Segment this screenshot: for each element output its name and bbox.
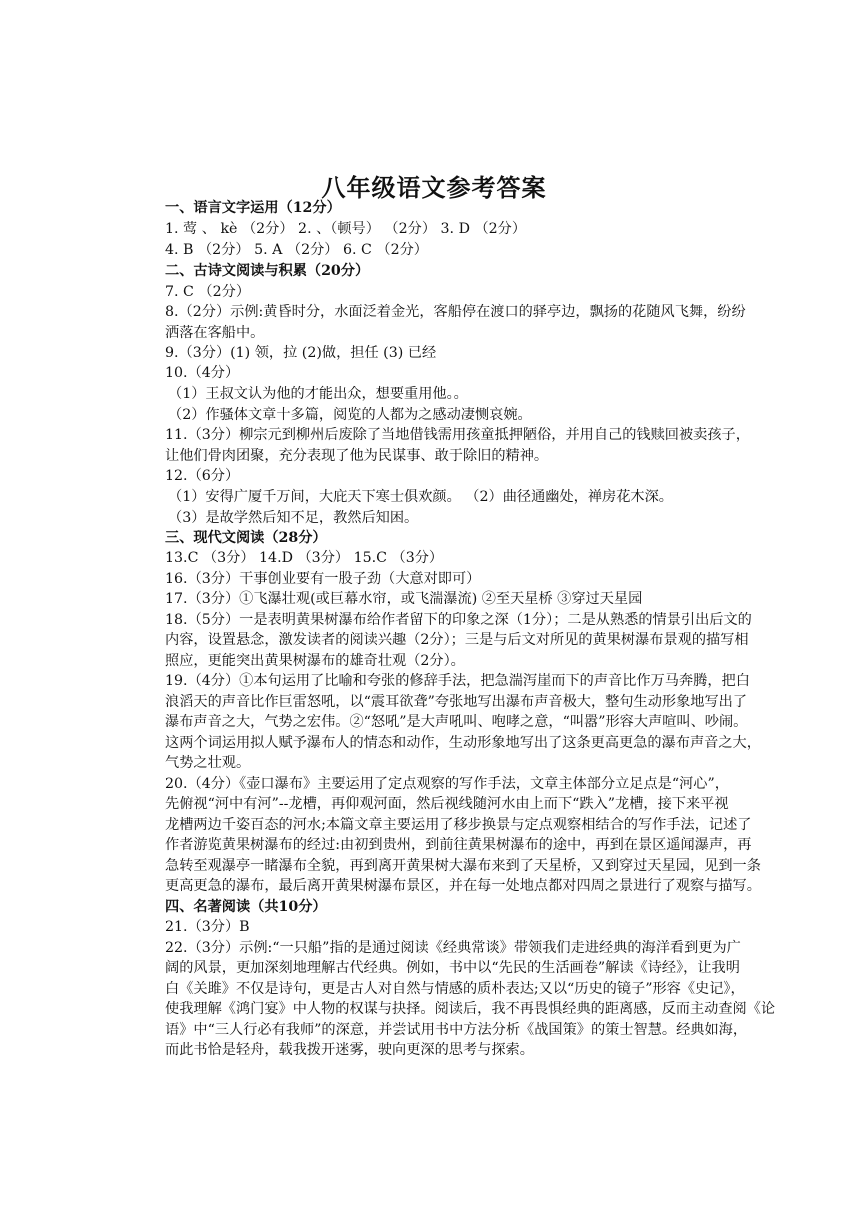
answer-line: 白《关雎》不仅是诗句，更是古人对自然与情感的质朴表达;又以“历史的镜子”形容《史记》， bbox=[165, 981, 745, 997]
answer-line: 11.（3分）柳宗元到柳州后废除了当地借钱需用孩童抵押陋俗，并用自己的钱赎回被卖孩子， bbox=[165, 427, 750, 443]
section-heading-4: 四、名著阅读（共10分） bbox=[165, 899, 327, 915]
answer-line: 9.（3分）(1) 领，拉 (2)做，担任 (3) 已经 bbox=[165, 345, 437, 361]
answer-line: 内容，设置悬念，激发读者的阅读兴趣（2分）；三是与后文对所见的黄果树瀑布景观的描写相 bbox=[165, 632, 749, 648]
answer-line: 这两个词运用拟人赋予瀑布人的情态和动作，生动形象地写出了这条更高更急的瀑布声音之大， bbox=[165, 735, 761, 751]
answer-line: 让他们骨肉团聚，充分表现了他为民谋事、敢于除旧的精神。 bbox=[165, 448, 549, 464]
answer-line: 先俯视“河中有河”--龙槽，再仰观河面，然后视线随河水由上而下“跌入”龙槽，接下来平视 bbox=[165, 796, 729, 812]
answer-line: 19.（4分）①本句运用了比喻和夸张的修辞手法，把急湍泻崖而下的声音比作万马奔腾，把白 bbox=[165, 673, 750, 689]
answer-line: 17.（3分）①飞瀑壮观(或巨幕水帘，或飞湍瀑流) ②至天星桥 ③穿过天星园 bbox=[165, 591, 643, 607]
answer-line: 18.（5分）一是表明黄果树瀑布给作者留下的印象之深（1分）；二是从熟悉的情景引出后文的 bbox=[165, 612, 752, 628]
answer-line: 洒落在客船中。 bbox=[165, 325, 265, 341]
answer-line: （2）作骚体文章十多篇，阅览的人都为之感动凄恻哀婉。 bbox=[168, 407, 532, 423]
answer-line: 21.（3分）B bbox=[165, 919, 250, 935]
answer-line: 使我理解《鸿门宴》中人物的权谋与抉择。阅读后，我不再畏惧经典的距离感，反而主动查阅《论 bbox=[165, 1001, 776, 1017]
answer-line: 照应，更能突出黄果树瀑布的雄奇壮观（2分）。 bbox=[165, 653, 465, 669]
answer-line: 瀑布声音之大，气势之宏伟。②“怒吼”是大声吼叫、咆哮之意，“叫嚣”形容大声喧叫、吵闹。 bbox=[165, 714, 748, 730]
section-heading-3: 三、现代文阅读（28分） bbox=[165, 530, 327, 546]
answer-line: 4. B （2分） 5. A （2分） 6. C （2分） bbox=[165, 242, 428, 258]
answer-line: 龙槽两边千姿百态的河水;本篇文章主要运用了移步换景与定点观察相结合的写作手法，记述了 bbox=[165, 817, 752, 833]
answer-line: 1. 莺 、 kè （2分） 2. 、（顿号） （2分） 3. D （2分） bbox=[165, 221, 527, 237]
answer-line: 作者游览黄果树瀑布的经过:由初到贵州，到前往黄果树瀑布的途中，再到在景区遥闻瀑声，再 bbox=[165, 837, 752, 853]
answer-line: 浪滔天的声音比作巨雷怒吼，以“震耳欲聋”夸张地写出瀑布声音极大，整句生动形象地写出了 bbox=[165, 694, 748, 710]
answer-line: 8.（2分）示例:黄昏时分，水面泛着金光，客船停在渡口的驿亭边，飘扬的花随风飞舞，纷纷 bbox=[165, 304, 746, 320]
answer-line: （1）王叔文认为他的才能出众，想要重用他。。 bbox=[168, 386, 468, 402]
answer-line: 语》中“三人行必有我师”的深意，并尝试用书中方法分析《战国策》的策士智慧。经典如海， bbox=[165, 1022, 748, 1038]
answer-line: 13.C （3分） 14.D （3分） 15.C （3分） bbox=[165, 550, 444, 566]
section-heading-2: 二、古诗文阅读与积累（20分） bbox=[165, 263, 370, 279]
answer-line: 22.（3分）示例:“一只船”指的是通过阅读《经典常谈》带领我们走进经典的海洋看到更为广 bbox=[165, 940, 741, 956]
answer-line: 急转至观瀑亭一睹瀑布全貌，再到离开黄果树大瀑布来到了天星桥，又到穿过天星园，见到一条 bbox=[165, 858, 761, 874]
answer-line: （3）是故学然后知不足，教然后知困。 bbox=[168, 510, 419, 526]
answer-line: 12.（6分） bbox=[165, 468, 240, 484]
answer-line: 更高更急的瀑布，最后离开黄果树瀑布景区，并在每一处地点都对四周之景进行了观察与描写。 bbox=[165, 878, 761, 894]
answer-line: 20.（4分）《壶口瀑布》主要运用了定点观察的写作手法，文章主体部分立足点是“河心”， bbox=[165, 776, 729, 792]
section-heading-1: 一、语言文字运用（12分） bbox=[165, 200, 341, 216]
answer-line: 7. C （2分） bbox=[165, 284, 251, 300]
answer-line: 16.（3分）干事创业要有一股子劲（大意对即可） bbox=[165, 571, 481, 587]
answer-line: （1）安得广厦千万间，大庇天下寒士俱欢颜。 （2）曲径通幽处，禅房花木深。 bbox=[168, 489, 673, 505]
document-title: 八年级语文参考答案 bbox=[321, 173, 547, 202]
answer-line: 阔的风景，更加深刻地理解古代经典。例如，书中以“先民的生活画卷”解读《诗经》，让我明 bbox=[165, 960, 740, 976]
answer-line: 气势之壮观。 bbox=[165, 755, 251, 771]
answer-line: 而此书恰是轻舟，载我拨开迷雾，驶向更深的思考与探索。 bbox=[165, 1042, 534, 1058]
answer-line: 10.（4分） bbox=[165, 365, 240, 381]
